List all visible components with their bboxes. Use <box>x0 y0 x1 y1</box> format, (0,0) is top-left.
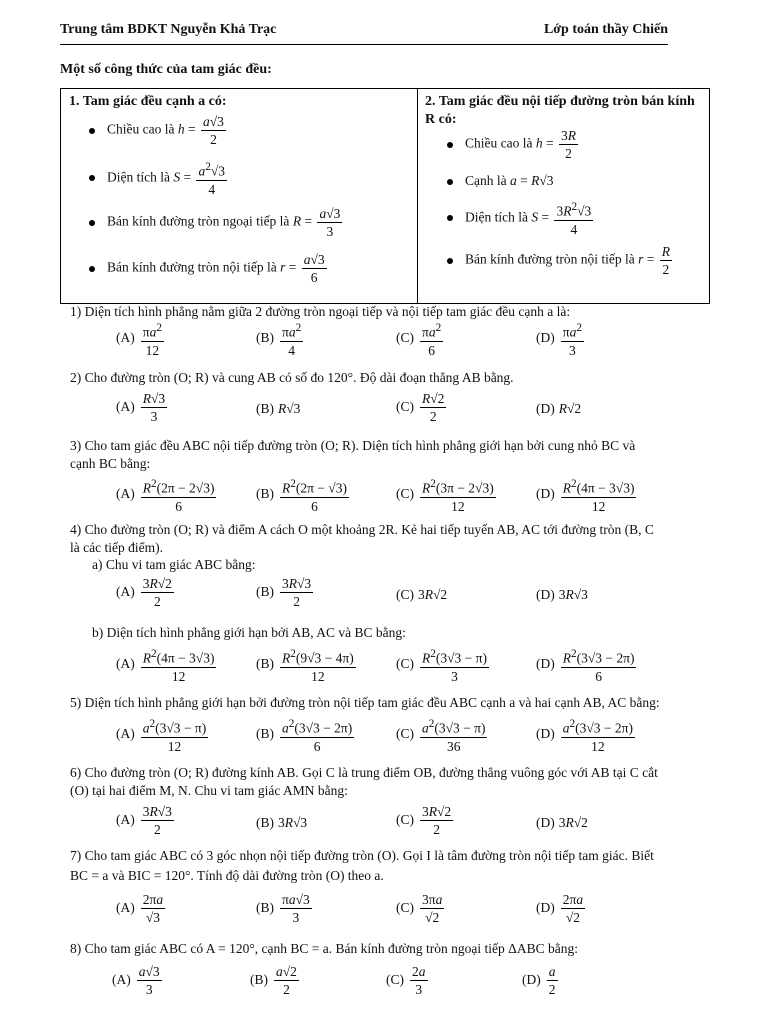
q2-option-a: (A) $\frac{R√3}{3}$ <box>116 391 166 424</box>
box1-item-circumradius: Bán kính đường tròn ngoại tiếp là R = $\frac{a√3}{3}$ <box>89 205 344 240</box>
question-4-line2: là các tiếp điểm). <box>70 540 163 555</box>
question-4: 4) Cho đường tròn (O; R) và điểm A cách O một khoảng 2R. Kẻ hai tiếp tuyến AB, AC tới đường tròn (B, C <box>70 522 654 537</box>
q5-option-a: (A) $\frac{a^2(3√3 - \pi)}{12}$ <box>116 718 207 754</box>
question-2: 2) Cho đường tròn (O; R) và cung AB có số đo 120°. Độ dài đoạn thẳng AB bằng. <box>70 370 514 385</box>
q7-option-a: (A) $\frac{2\pi a}{√3}$ <box>116 892 164 925</box>
q4a-option-b: (B) $\frac{3R√3}{2}$ <box>256 576 312 609</box>
q5-option-b: (B) $\frac{a^2(3√3 - 2\pi)}{6}$ <box>256 718 353 754</box>
q4a-option-a: (A) $\frac{3R√2}{2}$ <box>116 576 172 609</box>
q2-option-b: (B) R√3 <box>256 401 301 416</box>
q1-option-a: (A) $\frac{\pi a^2}{12}$ <box>116 322 162 358</box>
box2-item-area: Diện tích là S = $\frac{3R^2√3}{4}$ <box>447 199 595 238</box>
question-3: 3) Cho tam giác đều ABC nội tiếp đường tròn (O; R). Diện tích hình phẳng giới hạn bởi cung nhỏ BC và <box>70 438 636 453</box>
q6-option-b: (B) 3R√3 <box>256 815 308 830</box>
box2-item-side: Cạnh là a = R√3 <box>447 173 554 189</box>
q4a-option-c: (C) 3R√2 <box>396 587 448 602</box>
q1-option-b: (B) $\frac{\pi a^2}{4}$ <box>256 322 302 358</box>
q4b-option-c: (C) $\frac{R^2(3√3 - \pi)}{3}$ <box>396 648 487 684</box>
box2-item-inradius: Bán kính đường tròn nội tiếp là r = $\frac{R}{2}$ <box>447 243 674 278</box>
question-6: 6) Cho đường tròn (O; R) đường kính AB. Gọi C là trung điểm OB, đường thẳng vuông góc với AB tại C cắt <box>70 765 658 780</box>
box1-item-inradius: Bán kính đường tròn nội tiếp là r = $\frac{a√3}{6}$ <box>89 251 329 286</box>
box1-item-height: Chiều cao là h = $\frac{a√3}{2}$ <box>89 113 228 148</box>
q1-option-d: (D) $\frac{\pi a^2}{3}$ <box>536 322 582 358</box>
q4b-option-b: (B) $\frac{R^2(9√3 - 4\pi)}{12}$ <box>256 648 354 684</box>
q6-option-d: (D) 3R√2 <box>536 815 588 830</box>
question-7-line2: BC = a và BIC = 120°. Tính độ dài đường tròn (O) theo a. <box>70 868 384 883</box>
q1-option-c: (C) $\frac{\pi a^2}{6}$ <box>396 322 442 358</box>
question-4b: b) Diện tích hình phẳng giới hạn bởi AB, AC và BC bằng: <box>92 625 406 640</box>
header-left: Trung tâm BDKT Nguyễn Khả Trạc <box>60 22 277 37</box>
q3-option-a: (A) $\frac{R^2(2\pi - 2√3)}{6}$ <box>116 478 215 514</box>
box1-item-area: Diện tích là S = $\frac{a^2√3}{4}$ <box>89 159 229 198</box>
q8-option-d: (D) $\frac{a}{2}$ <box>522 964 556 997</box>
q7-option-c: (C) $\frac{3\pi a}{√2}$ <box>396 892 443 925</box>
q2-option-c: (C) $\frac{R√2}{2}$ <box>396 391 445 424</box>
section-title: Một số công thức của tam giác đều: <box>60 62 272 77</box>
q3-option-c: (C) $\frac{R^2(3\pi - 2√3)}{12}$ <box>396 478 494 514</box>
question-3-line2: cạnh BC bằng: <box>70 456 151 471</box>
question-8: 8) Cho tam giác ABC có A = 120°, cạnh BC = a. Bán kính đường tròn ngoại tiếp ΔABC bằng: <box>70 941 578 956</box>
q4a-option-d: (D) 3R√3 <box>536 587 588 602</box>
q7-option-b: (B) $\frac{\pi a√3}{3}$ <box>256 892 310 925</box>
formula-box <box>60 88 710 304</box>
q2-option-d: (D) R√2 <box>536 401 582 416</box>
q8-option-b: (B) $\frac{a√2}{2}$ <box>250 964 297 997</box>
q5-option-c: (C) $\frac{a^2(3√3 - \pi)}{36}$ <box>396 718 486 754</box>
header-right: Lớp toán thầy Chiến <box>543 22 668 37</box>
q4b-option-d: (D) $\frac{R^2(3√3 - 2\pi)}{6}$ <box>536 648 635 684</box>
question-7: 7) Cho tam giác ABC có 3 góc nhọn nội tiếp đường tròn (O). Gọi I là tâm đường tròn nội tiếp tam giác. Biết <box>70 848 654 863</box>
question-1: 1) Diện tích hình phẳng nằm giữa 2 đường tròn ngoại tiếp và nội tiếp tam giác đều cạnh a là: <box>70 304 571 319</box>
question-6-line2: (O) tại hai điểm M, N. Chu vi tam giác AMN bằng: <box>70 783 348 798</box>
box2-item-height: Chiều cao là h = $\frac{3R}{2}$ <box>447 127 580 162</box>
question-5: 5) Diện tích hình phẳng giới hạn bởi đường tròn nội tiếp tam giác đều ABC cạnh a và hai cạnh AB, AC bằng: <box>70 695 660 710</box>
q3-option-d: (D) $\frac{R^2(4\pi - 3√3)}{12}$ <box>536 478 635 514</box>
box1-title: 1. Tam giác đều cạnh a có: <box>69 94 227 109</box>
q7-option-d: (D) $\frac{2\pi a}{√2}$ <box>536 892 584 925</box>
q3-option-b: (B) $\frac{R^2(2\pi - √3)}{6}$ <box>256 478 347 514</box>
q6-option-a: (A) $\frac{3R√3}{2}$ <box>116 804 172 837</box>
q8-option-c: (C) $\frac{2a}{3}$ <box>386 964 426 997</box>
box2-title: 2. Tam giác đều nội tiếp đường tròn bán kính R có: <box>425 94 695 127</box>
question-4a: a) Chu vi tam giác ABC bằng: <box>92 557 256 572</box>
box-divider <box>417 89 418 303</box>
q4b-option-a: (A) $\frac{R^2(4\pi - 3√3)}{12}$ <box>116 648 215 684</box>
q8-option-a: (A) $\frac{a√3}{3}$ <box>112 964 160 997</box>
page-header <box>60 22 668 45</box>
q6-option-c: (C) $\frac{3R√2}{2}$ <box>396 804 452 837</box>
q5-option-d: (D) $\frac{a^2(3√3 - 2\pi)}{12}$ <box>536 718 633 754</box>
